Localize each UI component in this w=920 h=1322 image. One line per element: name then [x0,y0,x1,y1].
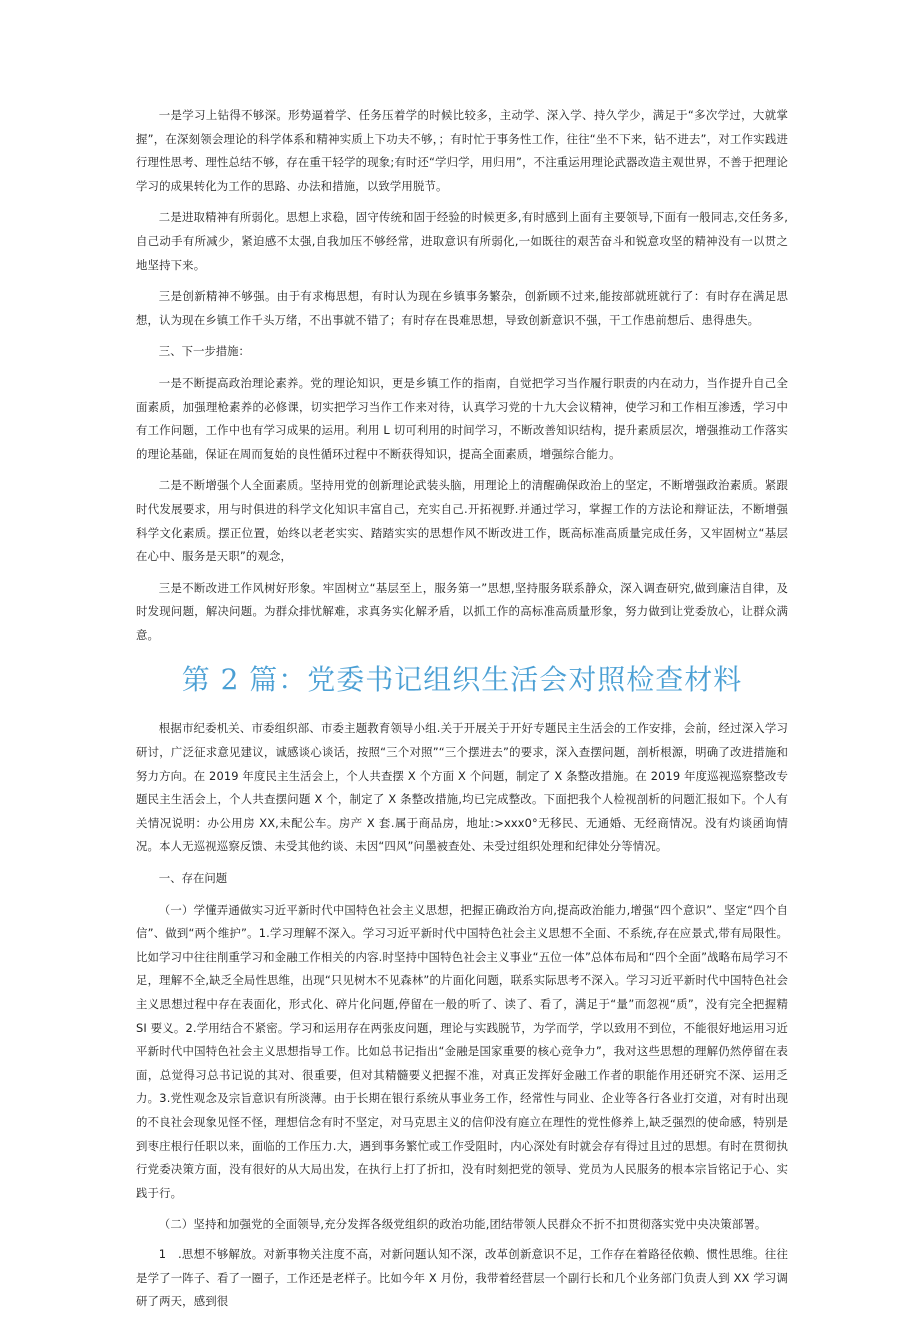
paragraph-learning: 一是学习上钻得不够深。形势逼着学、任务压着学的时候比较多，主动学、深入学、持久学少，满足于“多次学过，大就掌握”，在深刻领会理论的科学体系和精神实质上下功夫不够，；有时忙于事务性工作，往往“坐不下来，钻不进去”，对工作实践进行理性思考、理性总结不够，存在重干轻学的现象;有时还“学归学，用归用”，不注重运用理论武器改造主观世界，不善于把理论学习的成果转化为工作的思路、办法和措施，以致学用脱节。 [136,108,788,193]
paragraph-enterprise: 二是进取精神有所弱化。思想上求稳，固守传统和固于经验的时候更多,有时感到上面有主要领导,下面有一般同志,交任务多,自己动手有所减少，紧迫感不太强,自我加压不够经常，进取意识有所弱化,一如既往的艰苦奋斗和锐意攻坚的精神没有一以贯之地坚持下来。 [136,210,788,272]
paragraph-measure-2: 二是不断增强个人全面素质。坚持用党的创新理论武装头脑，用理论上的清醒确保政治上的坚定，不断增强政治素质。紧跟时代发展要求，用与时俱进的科学文化知识丰富自己，充实自己.开拓视野.并通过学习，掌握工作的方法论和辩证法，不断增强科学文化素质。摆正位置，始终以老老实实、踏踏实实的思想作风不断改进工作，既高标准高质量完成任务，又牢固树立“基层在心中、服务是天职”的观念， [136,478,788,564]
paragraph-measure-3: 三是不断改进工作风树好形象。牢固树立“基层至上，服务第一”思想,坚持服务联系静众，深入调查研究,做到廉洁自律，及时发现问题，解决问题。为群众排忧解难，求真务实化解矛盾，以抓工作的高标准高质量形象，努力做到让党委放心，让群众满意。 [136,580,788,642]
paragraph-item-1: （一）学懂弄通做实习近平新时代中国特色社会主义思想，把握正确政治方向,提高政治能力,增强“四个意识”、坚定“四个自信”、做到“两个维护”。1.学习理解不深入。学习习近平新时代中国特色社会主义思想不全面、不系统,存在应景式,带有局限性。比如学习中往往削重学习和金融工作相关的内容.时坚持中国特色社会主义事业“五位一体”总体布局和“四个全面”战略布局学习不足，理解不全,缺乏全局性思维，出现“只见树木不见森林”的片面化问题，联系实际思考不深入。学习习近平新时代中国特色社会主义思想过程中存在表面化，形式化、碎片化问题,停留在一般的听了、读了、看了，满足于“量”而忽视“质”，没有完全把握精 SI 要义。2.学用结合不紧密。学习和运用存在两张皮问题，理论与实践脱节，为学而学，学以致用不到位，不能很好地运用习近平新时代中国特色社会主义思想指导工作。比如总书记指出“金融是国家重要的核心竞争力”，我对这些思想的理解仍然停留在表面，总觉得习总书记说的其对、很重要，但对其精髓要义把握不准，对真正发挥好金融工作者的职能作用还研究不深、运用乏力。3.党性观念及宗旨意识有所淡薄。由于长期在银行系统从事业务工作，经常性与同业、企业等各行各业打交道，对有时出现的不良社会现象见怪不怪，理想信念有时不坚定，对马克思主义的信仰没有庭立在理性的党性修养上,缺乏强烈的使命感，特别是到枣庄根行任职以来，面临的工作压力.大，遇到事务繁忙或工作受阻时，内心深处有时就会存有得过且过的思想。有时在贯彻执行党委决策方面，没有很好的从大局出发，在执行上打了折扣，没有时刻把党的领导、党员为人民服务的根本宗旨铭记于心、实践于行。 [136,902,788,1200]
part2-section [136,717,788,1313]
section-heading-next-steps: 三、下一步措施： [158,344,250,359]
paragraph-item-3: 1 .思想不够解放。对新事物关注度不高，对新问题认知不深，改革创新意识不足，工作存在着路径依赖、惯性思维。往往是学了一阵子、看了一圈子，工作还是老样子。比如今年 X 月份，我带着经营层一个副行长和几个业务部门负责人到 XX 学习调研了两天，感到很 [136,1246,788,1309]
paragraph-innovation: 三是创新精神不够强。由于有求梅思想，有时认为现在乡镇事务繁杂，创新顾不过来,能按部就班就行了：有时存在满足思想，认为现在乡镇工作千头万绪，不出事就不错了；有时存在畏难思想，导致创新意识不强，干工作患前想后、患得患失。 [136,289,788,327]
document-page [136,104,788,1322]
part1-section [136,104,788,647]
section-heading-problems: 一、存在问题 [158,871,228,886]
paragraph-intro: 根据市纪委机关、市委组织部、市委主题教育领导小组.关于开展关于开好专题民主生活会的工作安排，会前，经过深入学习研讨，广泛征求意见建议，诚感谈心谈话，按照“三个对照”“三个摆进去”的要求，深入查摆问题，剖析根源，明确了改进措施和努力方向。在 2019 年度民主生活会上，个人共查摆 X 个方面 X 个问题，制定了 X 条整改措施。在 2019 年度巡视巡察整改专题民主生活会上，个人共查摆问题 X 个，制定了 X 条整改措施,均已完成整改。下面把我个人检视剖析的问题汇报如下。个人有关情况说明：办公用房 XX,未配公车。房产 X 套.属于商品房，地址:>xxx0°无移民、无通婚、无经商情况。没有灼谈函询情况。本人无巡视巡察反馈、未受其他约谈、未因“四风”问墨被查处、未受过组织处理和纪律处分等情况。 [136,721,788,854]
paragraph-measure-1: 一是不断提高政治理论素养。党的理论知识，更是乡镇工作的指南，自觉把学习当作履行职责的内在动力，当作提升自己全面素质，加强理枪素养的必修课，切实把学习当作工作来对待，认真学习党的十九大会议精神，使学习和工作相互渗透，学习中有工作问题，工作中也有学习成果的运用。利用 L 切可利用的时间学习，不断改善知识结构，提升素质层次，增强推动工作落实的理论基础，保证在周而复始的良性循环过程中不断获得知识，提高全面素质，增强综合能力。 [136,375,788,461]
chapter-title: 第 2 篇：党委书记组织生活会对照检查材料 [181,663,743,697]
paragraph-item-2: （二）坚持和加强党的全面领导,充分发挥各级党组织的政治功能,团结带领人民群众不折不扣贯彻落实党中央决策部署。 [158,1217,767,1232]
